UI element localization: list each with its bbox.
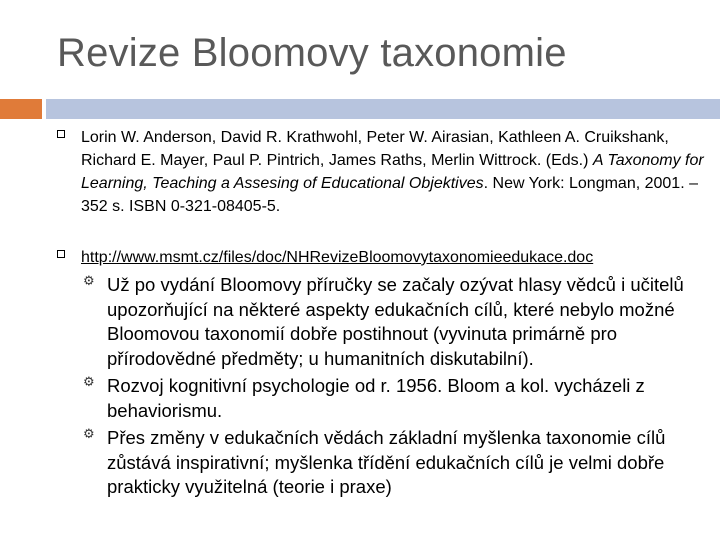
- subbullet-item: [83, 426, 703, 500]
- square-bullet-icon: [57, 130, 65, 138]
- link-bullet: [57, 246, 707, 269]
- square-bullet-icon: [57, 250, 65, 258]
- reference-bullet: [57, 126, 707, 218]
- reference-authors: Lorin W. Anderson, David R. Krathwohl, Peter W. Airasian, Kathleen A. Cruikshank, Richard E. Mayer, Paul P. Pintrich, James Raths, Merlin Wittrock. (Eds.): [81, 129, 669, 169]
- subbullet-item: [83, 273, 703, 371]
- subbullet-text: Už po vydání Bloomovy příručky se začaly ozývat hlasy vědců i učitelů upozorňující na některé aspekty edukačních cílů, které nebylo možné Bloomovou taxonomií dobře postihnout (vyvinuta primárně pro přírodovědné předměty; u humanitních diskutabilní).: [107, 274, 684, 369]
- gear-bullet-icon: ⚙: [83, 375, 95, 390]
- accent-bar-blue: [46, 99, 720, 119]
- slide-title: Revize Bloomovy taxonomie: [57, 31, 567, 75]
- gear-bullet-icon: ⚙: [83, 274, 95, 289]
- subbullet-text: Rozvoj kognitivní psychologie od r. 1956. Bloom a kol. vycházeli z behaviorismu.: [107, 375, 645, 421]
- subbullet-item: [83, 374, 703, 423]
- subbullet-text: Přes změny v edukačních vědách základní myšlenka taxonomie cílů zůstává inspirativní; myšlenka třídění edukačních cílů je velmi dobře prakticky využitelná (teorie i praxe): [107, 427, 666, 497]
- accent-bar-orange: [0, 99, 42, 119]
- reference-book-title: A Taxonomy for Learning, Teaching a Assesing of Educational Objektives: [81, 152, 704, 192]
- reference-text: [81, 126, 707, 218]
- reference-publication: . New York: Longman, 2001. – 352 s. ISBN 0-321-08405-5.: [81, 175, 698, 215]
- gear-bullet-icon: ⚙: [83, 427, 95, 442]
- document-link[interactable]: http://www.msmt.cz/files/doc/NHRevizeBloomovytaxonomieedukace.doc: [81, 249, 594, 266]
